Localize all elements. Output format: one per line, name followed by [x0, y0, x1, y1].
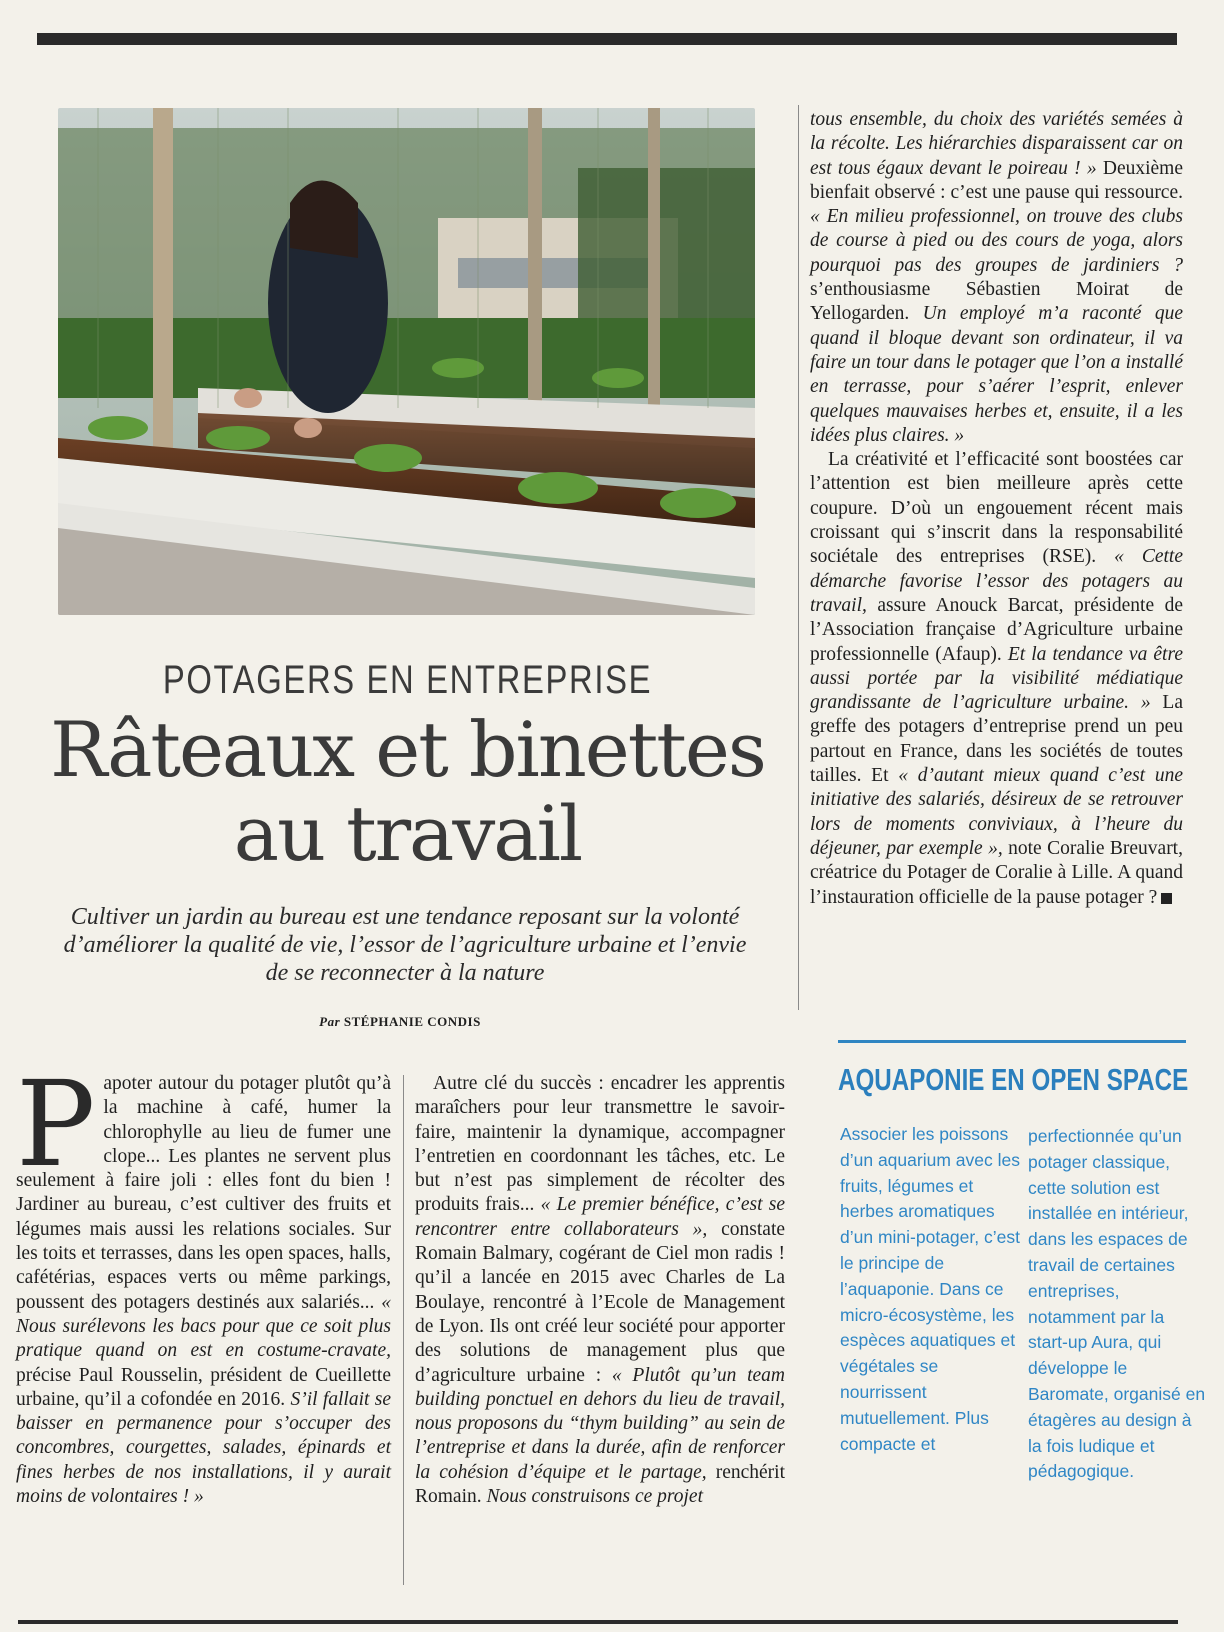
text-run: s’enthousiasme Sébastien Moirat de Yellogarden. [810, 279, 1183, 325]
text-run: Deuxième bienfait observé : c’est une pause qui ressource. [810, 157, 1183, 203]
bottom-rule [18, 1620, 1178, 1624]
quote-run: « Cette démarche favorise l’essor des potagers au travail, [810, 546, 1184, 616]
top-rule [37, 33, 1177, 45]
paragraph [16, 1055, 391, 1509]
end-mark-icon [1161, 893, 1172, 904]
quote-run: Un employé m’a raconté que quand il bloque devant son ordinateur, il va faire un tour dans le potager que l’on a installé en terrasse, pour s’aérer l’esprit, enlever quelques mauvaises herbes et, ensuite, il a les idées plus claires. » [810, 303, 1183, 446]
rooftop-garden-photo [58, 108, 755, 615]
byline-prefix: Par [319, 1014, 341, 1029]
text-run: La créativité et l’efficacité sont boostées car l’attention est bien meilleure après cette coupure. D’où un engouement récent mais croissant qui s’inscrit dans la responsabilité sociétale des entreprises (RSE). [810, 449, 1183, 568]
column-divider [798, 105, 799, 1010]
sidebar-column-2: perfectionnée qu’un potager classique, cette solution est installée en intérieur, dans les espaces de travail de certaines entreprises, notamment par la start-up Aura, qui développe le Baromate, organisé en étagères au design à la fois ludique et pédagogique. [1028, 1126, 1206, 1482]
text-run: apoter autour du potager plutôt qu’à la machine à café, humer la chlorophylle au lieu de fumer une clope... Les plantes ne servent plus seulement à faire joli : elles font du bien ! Jardiner au bureau, c’est cultiver des fruits et légumes mais aussi les relations sociales. Sur les toits et terrasses, dans les open spaces, halls, cafétérias, espaces verts ou même parkings, poussent des potagers destinés aux salariés... [16, 1073, 391, 1313]
headline [20, 705, 795, 878]
headline-line-1: Râteaux et binettes [50, 705, 765, 794]
quote-run: Nous construisons ce projet [486, 1486, 703, 1508]
quote-run: « Nous surélevons les bacs pour que ce soit plus pratique quand on est en costume-cravate, [16, 1291, 391, 1362]
body-column-3 [810, 108, 1183, 910]
quote-run: « En milieu professionnel, on trouve des clubs de course à pied ou des cours de yoga, alors pourquoi pas des groupes de jardiniers ? [810, 206, 1183, 276]
quote-run: « d’autant mieux quand c’est une initiative des salariés, désireux de se retrouver lors de moments conviviaux, à l’heure du déjeuner, par exemple », [810, 765, 1183, 859]
byline [200, 1014, 600, 1030]
body-column-separator [403, 1075, 404, 1585]
text-run: Autre clé du succès : encadrer les apprentis maraîchers pour leur transmettre le savoir-faire, maintenir la dynamique, accompagner l’entretien en coordonnant les tâches, etc. Le but n’est pas simplement de récolter des produits frais... [415, 1073, 785, 1216]
paragraph [415, 1072, 785, 1509]
sidebar-title: AQUAPONIE EN OPEN SPACE [838, 1062, 1189, 1097]
text-run: constate Romain Balmary, cogérant de Ciel mon radis ! qu’il a lancée en 2015 avec Charles de La Boulaye, rencontré à l’Ecole de Management de Lyon. Ils ont créé leur société pour apporter des solutions de management plus que d’agriculture urbaine : [415, 1218, 786, 1386]
body-column-1 [16, 1055, 391, 1509]
standfirst: Cultiver un jardin au bureau est une tendance reposant sur la volonté d’améliorer la qualité de vie, l’essor de l’agriculture urbaine et l’envie de se reconnecter à la nature [63, 904, 747, 986]
quote-run: « Plutôt qu’un team building ponctuel en dehors du lieu de travail, nous proposons du “thym building” au sein de l’entreprise et dans la durée, afin de renforcer la cohésion d’équipe et le partage, [415, 1364, 785, 1483]
text-run: précise Paul Rousselin, président de Cueillette urbaine, qu’il a cofondée en 2016. [16, 1364, 391, 1410]
sidebar-rule [838, 1040, 1186, 1043]
body-column-2 [415, 1072, 785, 1509]
kicker: POTAGERS EN ENTREPRISE [162, 658, 653, 702]
headline-line-2: au travail [233, 789, 582, 878]
photo-illustration [58, 108, 755, 615]
text-run: La greffe des potagers d’entreprise prend un peu partout en France, dans les sociétés de toutes tailles. Et [810, 692, 1183, 787]
text-run: renchérit Romain. [415, 1461, 785, 1508]
quote-run: tous ensemble, du choix des variétés semées à la récolte. Les hiérarchies disparaissent car on est tous égaux devant le poireau ! » [810, 109, 1183, 179]
quote-run: Et la tendance va être aussi portée par la visibilité médiatique grandissante de l’agriculture urbaine. » [810, 643, 1183, 714]
byline-author: STÉPHANIE CONDIS [343, 1014, 481, 1029]
paragraph [810, 448, 1183, 910]
text-run: assure Anouck Barcat, présidente de l’Association française d’Agriculture urbaine professionnelle (Afaup). [810, 594, 1183, 665]
quote-run: S’il fallait se baisser en permanence pour s’occuper des concombres, courgettes, salades, épinards et fines herbes de nos installations, il y aurait moins de volontaires ! » [16, 1388, 391, 1508]
drop-cap: P [16, 1055, 96, 1193]
quote-run: « Le premier bénéfice, c’est se rencontrer entre collaborateurs », [415, 1194, 785, 1240]
text-run: note Coralie Breuvart, créatrice du Potager de Coralie à Lille. A quand l’instauration officielle de la pause potager ? [810, 837, 1183, 908]
paragraph [810, 108, 1183, 448]
sidebar-column-1: Associer les poissons d’un aquarium avec les fruits, légumes et herbes aromatiques d’un mini-potager, c’est le principe de l’aquaponie. Dans ce micro-écosystème, les espèces aquatiques et végétales se nourrissent mutuellement. Plus compacte et [840, 1124, 1020, 1454]
